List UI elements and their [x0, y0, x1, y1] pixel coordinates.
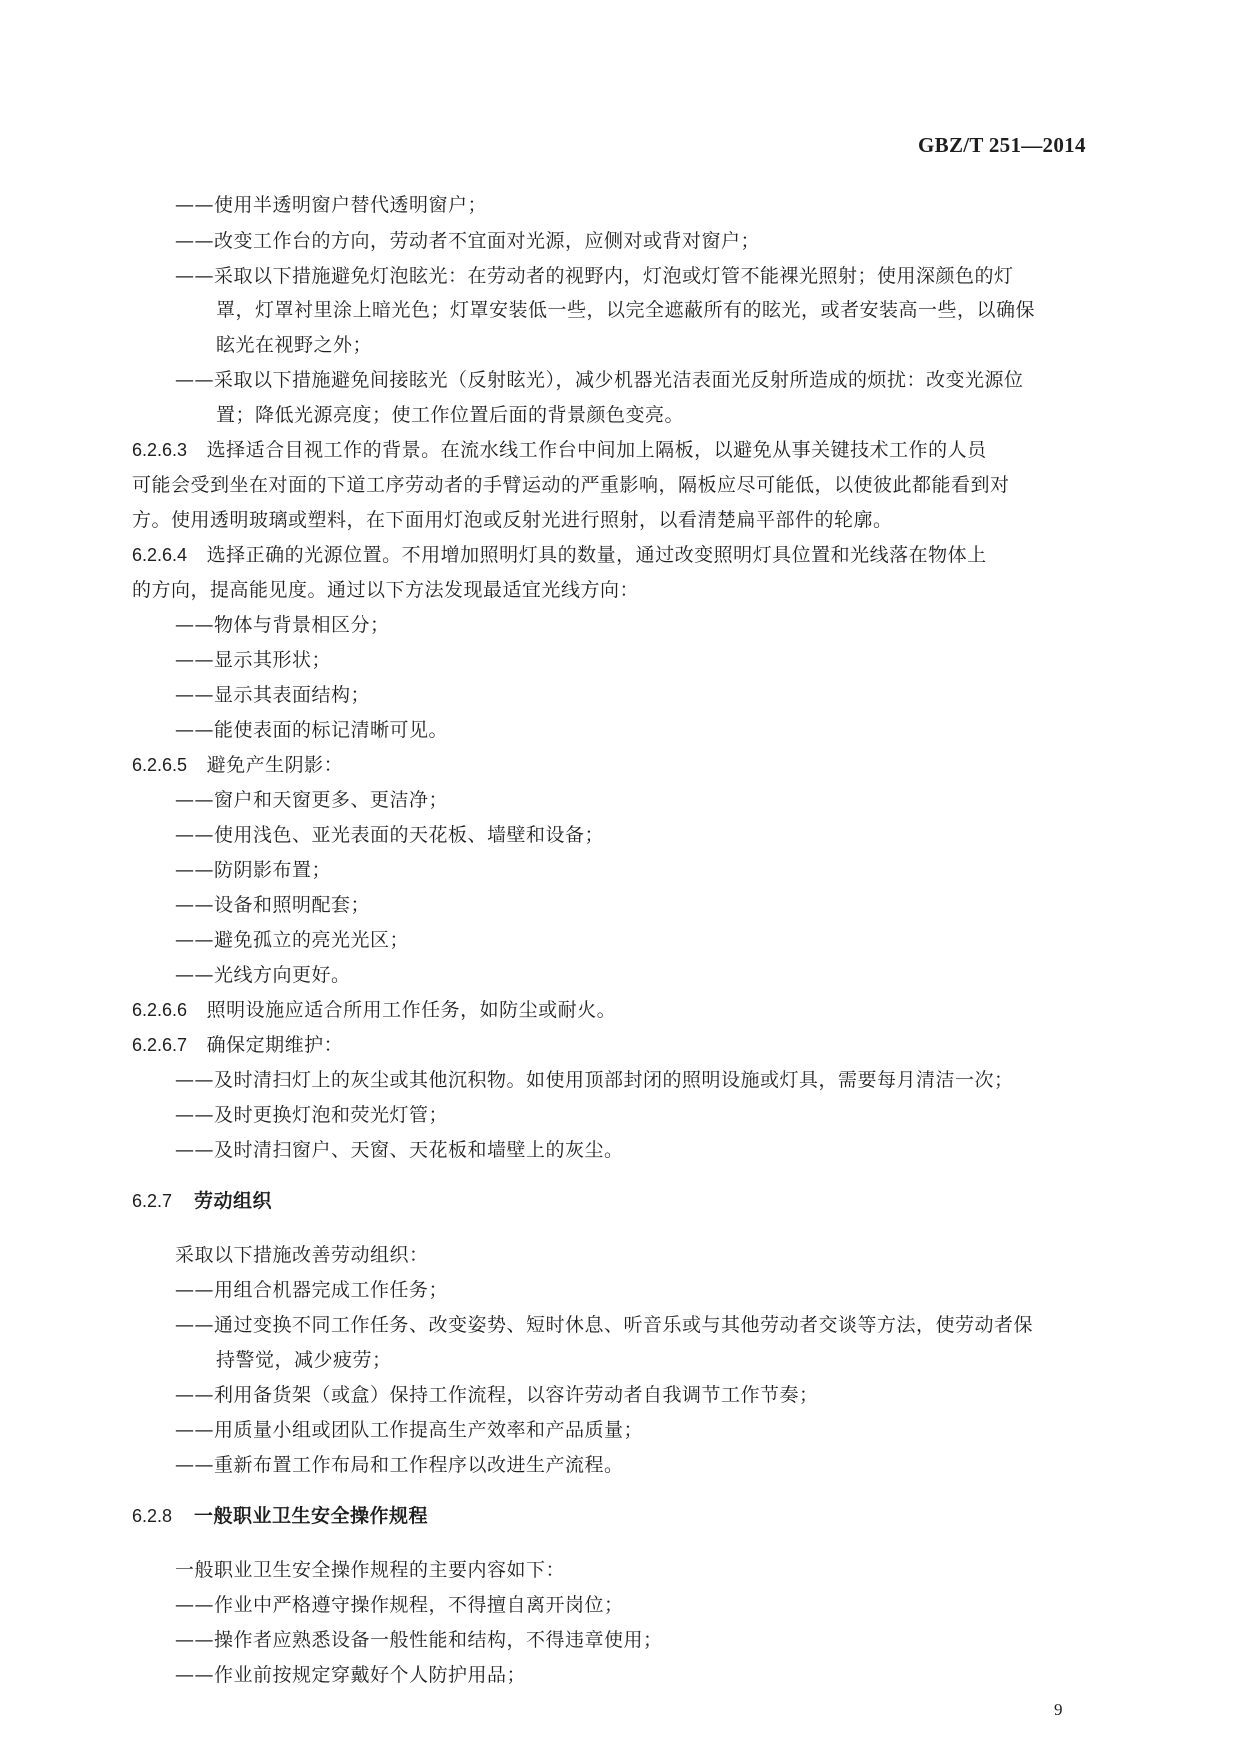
list-item: ——及时清扫灯上的灰尘或其他沉积物。如使用顶部封闭的照明设施或灯具，需要每月清洁一次；	[175, 1069, 1014, 1091]
paragraph-line: 采取以下措施改善劳动组织：	[175, 1244, 429, 1266]
section-heading-6-2-7	[132, 1189, 272, 1213]
clause-6-2-6-6	[132, 998, 616, 1022]
list-item: ——改变工作台的方向，劳动者不宜面对光源，应侧对或背对窗户；	[175, 230, 761, 252]
clause-text: 选择适合目视工作的背景。在流水线工作台中间加上隔板，以避免从事关键技术工作的人员	[206, 439, 987, 461]
page-number: 9	[1054, 1700, 1063, 1719]
clause-text: 照明设施应适合所用工作任务，如防尘或耐火。	[206, 999, 617, 1021]
list-item: ——物体与背景相区分；	[175, 614, 390, 636]
list-item: ——采取以下措施避免灯泡眩光：在劳动者的视野内，灯泡或灯管不能裸光照射；使用深颜色的灯	[175, 265, 1014, 287]
list-item: ——采取以下措施避免间接眩光（反射眩光），减少机器光洁表面光反射所造成的烦扰：改变光源位	[175, 369, 1024, 391]
paragraph-line: 一般职业卫生安全操作规程的主要内容如下：	[175, 1559, 566, 1581]
clause-number: 6.2.6.6	[132, 1000, 188, 1020]
standard-code: GBZ/T 251—2014	[918, 133, 1086, 157]
clause-text: 选择正确的光源位置。不用增加照明灯具的数量，通过改变照明灯具位置和光线落在物体上	[206, 544, 987, 566]
clause-text: 避免产生阴影：	[206, 754, 344, 776]
clause-number: 6.2.6.7	[132, 1035, 188, 1055]
list-item: ——利用备货架（或盒）保持工作流程，以容许劳动者自我调节工作节奏；	[175, 1384, 819, 1406]
list-item: ——避免孤立的亮光光区；	[175, 929, 410, 951]
list-item-continuation: 眩光在视野之外；	[216, 334, 373, 356]
clause-number: 6.2.6.3	[132, 440, 188, 460]
list-item: ——设备和照明配套；	[175, 894, 371, 916]
clause-text: 确保定期维护：	[206, 1034, 344, 1056]
list-item: ——用组合机器完成工作任务；	[175, 1279, 449, 1301]
clause-6-2-6-5	[132, 753, 343, 777]
list-item: ——显示其表面结构；	[175, 684, 371, 706]
list-item: ——用质量小组或团队工作提高生产效率和产品质量；	[175, 1419, 644, 1441]
list-item: ——操作者应熟悉设备一般性能和结构，不得违章使用；	[175, 1629, 663, 1651]
section-number: 6.2.8	[132, 1506, 173, 1526]
clause-number: 6.2.6.4	[132, 545, 188, 565]
list-item: ——显示其形状；	[175, 649, 332, 671]
list-item: ——能使表面的标记清晰可见。	[175, 719, 449, 741]
clause-6-2-6-3	[132, 438, 987, 462]
list-item: ——窗户和天窗更多、更洁净；	[175, 789, 449, 811]
list-item-continuation: 罩，灯罩衬里涂上暗光色；灯罩安装低一些，以完全遮蔽所有的眩光，或者安装高一些，以确保	[216, 299, 1036, 321]
list-item: ——作业中严格遵守操作规程，不得擅自离开岗位；	[175, 1594, 624, 1616]
list-item: ——使用浅色、亚光表面的天花板、墙壁和设备；	[175, 824, 605, 846]
list-item: ——重新布置工作布局和工作程序以改进生产流程。	[175, 1454, 624, 1476]
clause-6-2-6-7	[132, 1033, 343, 1057]
clause-6-2-6-4	[132, 543, 987, 567]
clause-number: 6.2.6.5	[132, 755, 188, 775]
section-title: 劳动组织	[194, 1190, 273, 1212]
section-title: 一般职业卫生安全操作规程	[194, 1505, 429, 1527]
list-item: ——光线方向更好。	[175, 964, 351, 986]
section-number: 6.2.7	[132, 1191, 173, 1211]
section-heading-6-2-8	[132, 1504, 428, 1528]
list-item-continuation: 持警觉，减少疲劳；	[216, 1349, 392, 1371]
list-item: ——使用半透明窗户替代透明窗户；	[175, 194, 488, 216]
list-item: ——及时更换灯泡和荧光灯管；	[175, 1104, 449, 1126]
list-item: ——作业前按规定穿戴好个人防护用品；	[175, 1664, 527, 1686]
list-item-continuation: 置；降低光源亮度；使工作位置后面的背景颜色变亮。	[216, 404, 685, 426]
paragraph-line: 可能会受到坐在对面的下道工序劳动者的手臂运动的严重影响，隔板应尽可能低，以使彼此都能看到对	[132, 474, 1010, 496]
list-item: ——防阴影布置；	[175, 859, 332, 881]
list-item: ——及时清扫窗户、天窗、天花板和墙壁上的灰尘。	[175, 1139, 624, 1161]
paragraph-line: 的方向，提高能见度。通过以下方法发现最适宜光线方向：	[132, 579, 640, 601]
list-item: ——通过变换不同工作任务、改变姿势、短时休息、听音乐或与其他劳动者交谈等方法，使劳动者保	[175, 1314, 1034, 1336]
paragraph-line: 方。使用透明玻璃或塑料，在下面用灯泡或反射光进行照射，以看清楚扁平部件的轮廓。	[132, 509, 893, 531]
